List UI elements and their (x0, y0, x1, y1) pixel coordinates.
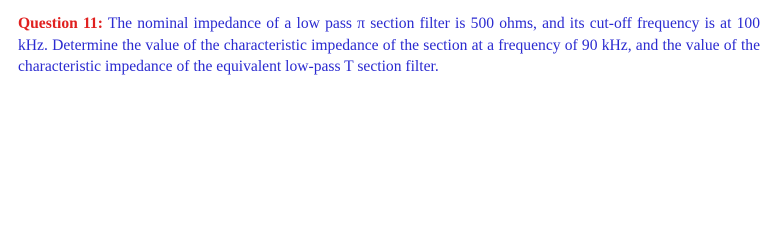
question-paragraph (18, 13, 760, 78)
question-label: Question 11: (18, 15, 103, 32)
question-text: The nominal impedance of a low pass π section filter is 500 ohms, and its cut-off frequency is at 100 kHz. Determine the value of the characteristic impedance of the section at a frequency of 90 kHz, and the value of the characteristic impedance of the equivalent low-pass T section filter. (18, 15, 760, 75)
